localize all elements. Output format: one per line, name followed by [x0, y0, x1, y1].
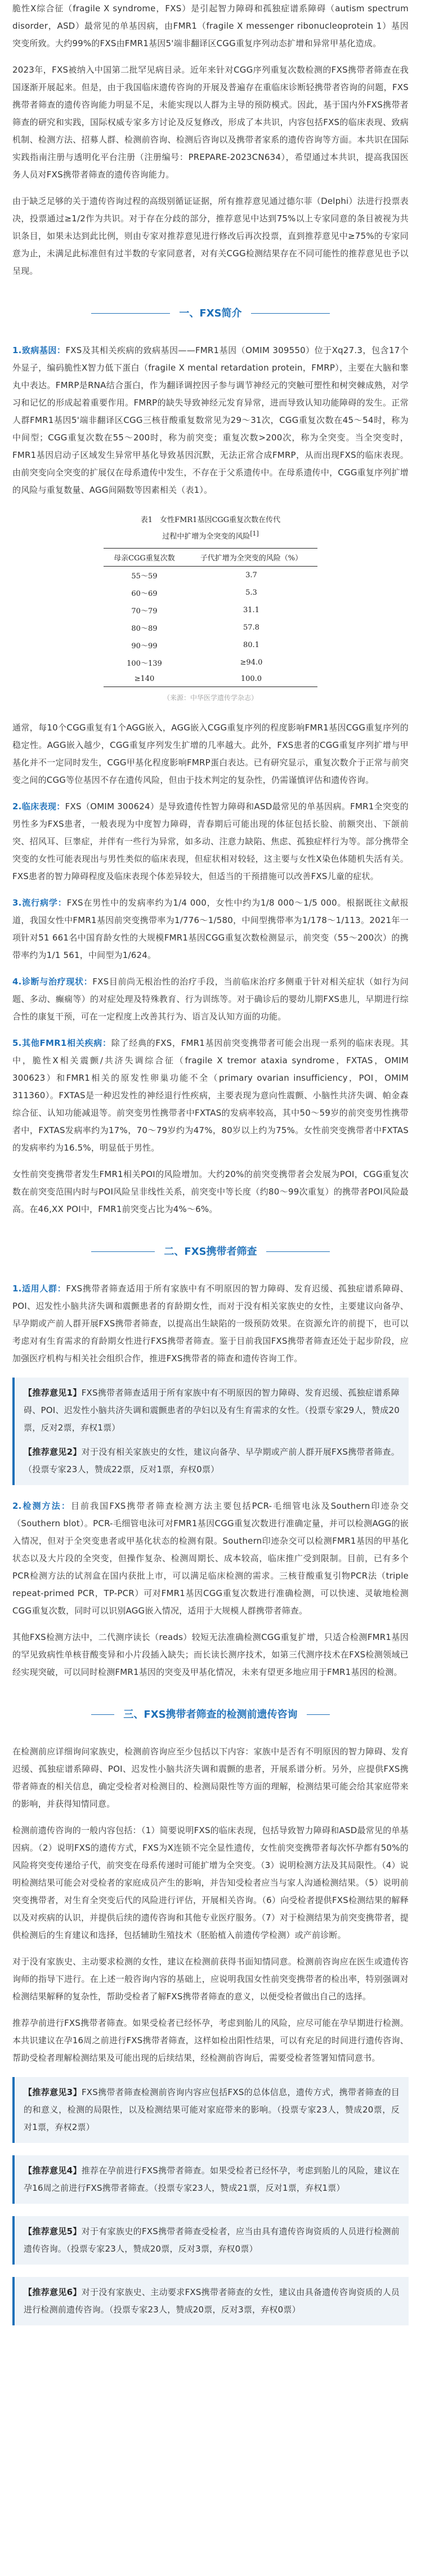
table-1	[12, 514, 409, 702]
table-cell: ≥94.0	[240, 658, 263, 667]
table-row	[104, 654, 317, 671]
table-cell: 70～79	[131, 607, 158, 616]
population-label: 1.适用人群：	[12, 1283, 66, 1294]
table-cell: 31.1	[243, 606, 259, 615]
recommendation-1	[24, 1384, 400, 1437]
recommendation-text: 对于没有相关家族史的女性，建议向备孕、早孕期或产前人群开展FXS携带者筛查。（投票专家23人，赞成22票，反对1票，弃权0票）	[24, 1447, 400, 1475]
table-caption-ref: [1]	[250, 530, 259, 537]
recommendation-box-1	[12, 1378, 409, 1485]
population-text: FXS携带者筛查适用于所有家族中有不明原因的智力障碍、发育迟缓、孤独症谱系障碍、POI、迟发性小脑共济失调和震颤患者的育龄期女性，而对于没有相关家族史的女性，主要建议向备孕、早孕期或产前人群开展FXS携带者筛查，以提高出生缺陷的一级预防效果。在资源允许的前提下，也可以考虑对有生育需求的育龄期女性进行FXS携带者筛查。鉴于目前我国FXS携带者筛查还处于起步阶段，应加强医疗机构与相关社会组织合作，推进FXS携带者的筛查和遗传咨询工作。	[12, 1283, 409, 1364]
method-text: 目前我国FXS携带者筛查检测方法主要包括PCR-毛细管电泳及Southern印迹杂交（Southern blot）。PCR-毛细管电泳可对FMR1基因CGG重复次数进行准确定量，并可以检测AGG的嵌入情况，但对于全突变患者或甲基化状态的检测有限。Southern印迹杂交可以检测FMR1基因的甲基化状态以及大片段的全突变，但操作复杂、检测周期长、成本较高，临床推广受到限制。目前，已有多个PCR检测方法的试剂盒在国内获批上市，可以满足临床检测的需求。三核苷酸重复引物PCR法（triple repeat-primed PCR，TP-PCR）可对FMR1基因CGG重复次数进行准确检测，可以快速、灵敏地检测CGG重复次数，同时可以识别AGG嵌入情况，适用于大规模人群携带者筛查。	[12, 1501, 409, 1616]
recommendation-text: FXS携带者筛查适用于所有家族中有不明原因的智力障碍、发育迟缓、孤独症谱系障碍、POI、迟发性小脑共济失调和震颤患者的孕妇以及有生育需求的女性。（投票专家29人，赞成20票，反对2票，弃权1票）	[24, 1388, 400, 1433]
related-disease-paragraph	[12, 1035, 409, 1157]
recommendation-label: 【推荐意见1】	[24, 1388, 82, 1398]
table-cell: 100.0	[185, 671, 317, 687]
table-cell: 80～89	[131, 625, 158, 634]
table-cell: 3.7	[245, 571, 257, 580]
diagnosis-label: 4.诊断与治疗现状：	[12, 977, 93, 987]
table-row	[104, 584, 317, 601]
table-cell: 57.8	[243, 623, 259, 632]
epidemiology-paragraph	[12, 894, 409, 964]
recommendation-4	[24, 2162, 400, 2197]
diagnosis-paragraph	[12, 973, 409, 1026]
recommendation-label: 【推荐意见5】	[24, 2226, 82, 2237]
recommendation-2	[24, 1443, 400, 1478]
section-heading-2	[12, 1241, 409, 1263]
recommendation-label: 【推荐意见3】	[24, 2087, 82, 2098]
diagnosis-text: FXS目前尚无根治性的治疗手段，当前临床治疗多侧重于针对相关症状（如行为问题、多动、癫痫等）的对症处理及特殊教育、行为训练等。对于确诊后的婴幼儿期FXS患儿，早期进行综合性的康复干预，可在一定程度上改善其行为、语言及认知方面的功能。	[12, 977, 409, 1022]
clinical-label: 2.临床表现：	[12, 801, 65, 812]
recommendation-label: 【推荐意见6】	[24, 2287, 82, 2298]
section-title-1: 一、FXS简介	[170, 302, 250, 325]
table-row	[104, 601, 317, 619]
recommendation-6	[24, 2284, 400, 2319]
intro-paragraph-2: 2023年，FXS被纳入中国第二批罕见病目录。近年来针对CGG序列重复次数检测的FXS携带者筛查在我国逐渐开展起来。但是，由于我国临床遗传咨询的开展及普遍存在重临床诊断轻携带者咨询的问题，FXS携带者筛查的遗传咨询能力明显不足，未能实现以人群为主导的预防模式。因此，基于国内外FXS携带者筛查的研究和实践，国际权威专家多方讨论及反复修改，形成了本共识，内容包括FXS的临床表现、致病机制、检测方法、招募人群、检测前咨询、检测后咨询以及携带者家系的遗传咨询等方面。本共识在国际实践指南注册与透明化平台注册（注册编号：PREPARE-2023CN634），希望通过本共识，提高我国医务人员对FXS携带者筛查的遗传咨询能力。	[12, 65, 409, 180]
risk-table	[104, 548, 317, 687]
section-title-3: 三、FXS携带者筛查的检测前遗传咨询	[114, 1704, 306, 1726]
recommendation-label: 【推荐意见2】	[24, 1447, 82, 1458]
recommendation-5	[24, 2223, 400, 2258]
table-header-cell: 子代扩增为全突变的风险（%）	[185, 549, 317, 567]
recommendation-text: 对于没有家族史、主动要求FXS携带者筛查的女性，建议由具备遗传咨询资质的人员进行检测前遗传咨询。（投票专家23人，赞成20票，反对3票，弃权0票）	[24, 2287, 400, 2315]
table-cell: 60～69	[131, 590, 158, 599]
table-header-row	[104, 549, 317, 567]
disease-gene-paragraph	[12, 342, 409, 499]
table-cell: 80.1	[243, 641, 259, 650]
clinical-paragraph	[12, 798, 409, 885]
section-heading-3	[12, 1704, 409, 1726]
population-paragraph	[12, 1280, 409, 1367]
table-caption-line-1: 表1 女性FMR1基因CGG重复次数在传代	[140, 516, 281, 524]
recommendation-text: FXS携带者筛查检测前咨询内容应包括FXS的总体信息，遗传方式，携带者筛查的目的和意义，检测的局限性，以及检测结果可能对家庭带来的影响。（投票专家23人，赞成20票，反对1票，弃权2票）	[24, 2087, 400, 2133]
recommendation-box-3	[12, 2077, 409, 2143]
recommendation-text: 推荐在孕前进行FXS携带者筛查。如果受检者已经怀孕，考虑到胎儿的风险，建议在孕16周之前进行FXS携带者筛查。（投票专家23人，赞成21票，反对1票，弃权1票）	[24, 2165, 400, 2194]
section-heading-1	[12, 302, 409, 325]
table-row	[104, 567, 317, 585]
table-cell: 55～59	[131, 572, 158, 581]
recommendation-box-5	[12, 2216, 409, 2265]
clinical-text: FXS（OMIM 300624）是导致遗传性智力障碍和ASD最常见的单基因病。FMR1全突变的男性多为FXS患者，一般表现为中度智力障碍，青春期后可能出现的体征包括长脸、前额突出、下颌前突、招风耳、巨睾症，并伴有一些行为异常，如多动、注意力缺陷、焦虑、孤独症样行为等。部分携带全突变的女性可能表现出与男性类似的临床表现，但症状相对较轻，这主要与女性X染色体随机失活有关。FXS患者的智力障碍程度及临床表现个体差异较大，但适当的干预措施可以改善FXS儿童的症状。	[12, 801, 409, 882]
table-caption-line-2	[12, 527, 409, 543]
table-cell: 90～99	[131, 642, 158, 651]
method-paragraph-2: 其他FXS检测方法中，二代测序读长（reads）较短无法准确检测CGG重复扩增，只适合检测FMR1基因的罕见致病性单核苷酸变异和小片段插入缺失；而长读长测序技术，如第三代测序技术在FXS检测领域已经实现突破，可以同时检测FMR1基因的突变及甲基化情况，未来有望更多地应用于FMR1基因的检测。	[12, 1632, 409, 1678]
table-row	[104, 619, 317, 636]
section-title-2: 二、FXS携带者筛查	[155, 1241, 266, 1263]
method-paragraph	[12, 1498, 409, 1620]
table-row	[104, 636, 317, 654]
related-disease-label: 5.其他FMR1相关疾病：	[12, 1038, 111, 1049]
intro-paragraph-1: 脆性X综合征（fragile X syndrome，FXS）是引起智力障碍和孤独症谱系障碍（autism spectrum disorder，ASD）最常见的单基因病，由FMR1（fragile X messenger ribonucleoprotein 1）基因突变所致。大约99%的FXS由FMR1基因5'端非翻译区CGG重复序列动态扩增和异常甲基化造成。	[12, 3, 409, 48]
table-cell: 5.3	[245, 589, 257, 598]
table-cell: ≥140	[104, 671, 185, 687]
counseling-paragraph-4: 推荐孕前进行FXS携带者筛查。如果受检者已经怀孕，考虑到胎儿的风险，应尽可能在孕早期进行检测。本共识建议在孕16周之前进行FXS携带者筛查，这样如检出阳性结果，可以有充足的时间进行遗传咨询、帮助受检者理解检测结果及可能出现的后续结果，经检测前咨询后，需要受检者签署知情同意书。	[12, 2018, 409, 2064]
counseling-paragraph-2: 检测前遗传咨询的一般内容包括：（1）简要说明FXS的临床表现，包括导致智力障碍和ASD最常见的单基因病。（2）说明FXS的遗传方式，FXS为X连锁不完全显性遗传，女性前突变携带者每次怀孕都有50%的风险将突变传递给子代，前突变在母系传递时可能扩增为全突变。（3）说明检测方法及其局限性。（4）说明检测结果可能会对受检者的家庭成员产生的影响，并告知受检者应当与家人沟通检测结果。（5）说明前突变携带者，对生育全突变后代的风险进行评估，开展相关咨询。（6）向受检者提供FXS检测结果的解释以及对疾病的认识，并提供后续的遗传咨询和其他专业医疗服务。（7）对于检测结果为前突变携带者，提供检测后的生育建议和选择，包括辅助生殖技术（胚胎植入前遗传学检测）或产前诊断。	[12, 1825, 409, 1941]
poi-paragraph: 女性前突变携带者发生FMR1相关POI的风险增加。大约20%的前突变携带者会发展为POI，CGG重复次数在前突变范围内时与POI风险呈非线性关系，前突变中等长度（约80～99次重复）的携带者POI风险最高。在46,XX POI中，FMR1前突变占比为4%～6%。	[12, 1169, 409, 1215]
recommendation-3	[24, 2084, 400, 2136]
disease-gene-text: FXS及其相关疾病的致病基因——FMR1基因（OMIM 309550）位于Xq27.3，包含17个外显子，编码脆性X智力低下蛋白（fragile X mental retardation protein，FMRP），主要在大脑和睾丸中表达。FMRP是RNA结合蛋白，作为翻译调控因子参与调节神经元的突触可塑性和树突棘成熟，对学习和记忆的形成起着重要作用。FMRP的缺失导致神经元发育异常，进而导致认知功能障碍的发生。正常人群FMR1基因5'端非翻译区CGG三核苷酸重复数常见为29～31次，CGG重复次数在45～54时，称为中间型；CGG重复次数在55～200时，称为前突变；重复次数>200次，称为全突变。当全突变时，FMR1基因启动子区域发生异常甲基化导致基因沉默，无法正常合成FMRP，从而出现FXS的临床表现。由前突变向全突变的扩展仅在母系遗传中发生，不存在于父系遗传中。在母系遗传中，CGG重复序列扩增的风险与重复数量、AGG间隔数等因素相关（表1）。	[12, 345, 409, 495]
recommendation-label: 【推荐意见4】	[24, 2165, 82, 2176]
recommendation-text: 对于有家族史的FXS携带者筛查受检者，应当由具有遗传咨询资质的人员进行检测前遗传咨询。（投票专家23人，赞成20票，反对3票，弃权0票）	[24, 2226, 400, 2254]
related-disease-text: 除了经典的FXS，FMR1基因前突变携带者可能会出现一系列的临床表现。其中，脆性X相关震颤/共济失调综合征（fragile X tremor ataxia syndrome，FXTAS，OMIM 300623）和FMR1相关的原发性卵巢功能不全（primary ovarian insufficiency，POI，OMIM 311360）。FXTAS是一种迟发性的神经退行性疾病，主要表现为意向性震颤、小脑性共济失调、帕金森综合征、认知功能减退等。前突变男性携带者中FXTAS的发病率较高，其中50～59岁的前突变男性携带者中，FXTAS发病率约为17%，70～79岁约为47%，80岁以上约为75%。女性前突变携带者中FXTAS的发病率约为16.5%，明显低于男性。	[12, 1038, 409, 1153]
intro-paragraph-3: 由于缺乏足够的关于遗传咨询过程的高级别循证证据，所有推荐意见通过德尔菲（Delphi）法进行投票表决，投票通过≥1/2作为共识。对于存在分歧的部分，推荐意见中达到75%以上专家同意的条目被视为共识条目，如果未达到此比例，则由专家对推荐意见进行修改后再次投票，直到推荐意见中≥75%的专家同意为止，未满足此标准但有过半数的专家同意者，对有关CGG检测结果存在不同可能性的推荐意见也予以呈现。	[12, 196, 409, 276]
method-label: 2.检测方法：	[12, 1501, 71, 1512]
recommendation-box-4	[12, 2155, 409, 2204]
epidemiology-text: FXS在男性中的发病率约为1/4 000，女性中约为1/8 000～1/5 000。根据既往文献报道，我国女性中FMR1基因前突变携带率为1/776～1/580，中间型携带率为1/178～1/113。2021年一项针对51 661名中国育龄女性的大规模FMR1基因CGG重复次数检测显示，前突变（55～200次）的携带率约为1/1 561，中间型为1/624。	[12, 898, 409, 961]
table-caption-text: 过程中扩增为全突变的风险	[162, 532, 250, 541]
counseling-paragraph-3: 对于没有家族史、主动要求检测的女性，建议在检测前获得书面知情同意。检测前咨询应在医生或遗传咨询师的指导下进行。在上述一般咨询内容的基础上，应说明我国女性前突变携带者的检出率，特别强调对检测结果解释的复杂性，帮助受检者了解FXS携带者筛查的意义，以便受检者做出自己的选择。	[12, 1956, 409, 2002]
counseling-paragraph-1: 在检测前应详细询问家族史，检测前咨询应至少包括以下内容：家族中是否有不明原因的智力障碍、发育迟缓、孤独症谱系障碍、POI、迟发性小脑共济失调和震颤的患者，开展系谱分析。另外，应提供FXS携带者筛查的相关信息，确定受检者对检测目的、检测局限性等方面的理解，检测结果可能会给其家庭带来的影响，并获得知情同意。	[12, 1746, 409, 1810]
table-cell: 100～139	[127, 659, 162, 668]
table-row	[104, 671, 317, 687]
table-source: （来源：中华医学遗传学杂志）	[163, 694, 258, 702]
recommendation-box-6	[12, 2277, 409, 2325]
table-header-cell: 母亲CGG重复次数	[104, 549, 185, 567]
disease-gene-label: 1.致病基因：	[12, 345, 66, 355]
agg-paragraph: 通常，每10个CGG重复有1个AGG嵌入，AGG嵌入CGG重复序列的程度影响FMR1基因CGG重复序列的稳定性。AGG嵌入越少，CGG重复序列发生扩增的几率越大。此外，FXS患者的CGG重复序列扩增与甲基化并不一定同时发生，CGG甲基化程度影响FMRP蛋白表达。已有研究显示，重复次数介于正常与前突变之间的CGG等位基因不存在遗传风险，但由于技术判定的复杂性，仍需谨慎评估和遗传咨询。	[12, 723, 409, 786]
epidemiology-label: 3.流行病学：	[12, 898, 67, 908]
